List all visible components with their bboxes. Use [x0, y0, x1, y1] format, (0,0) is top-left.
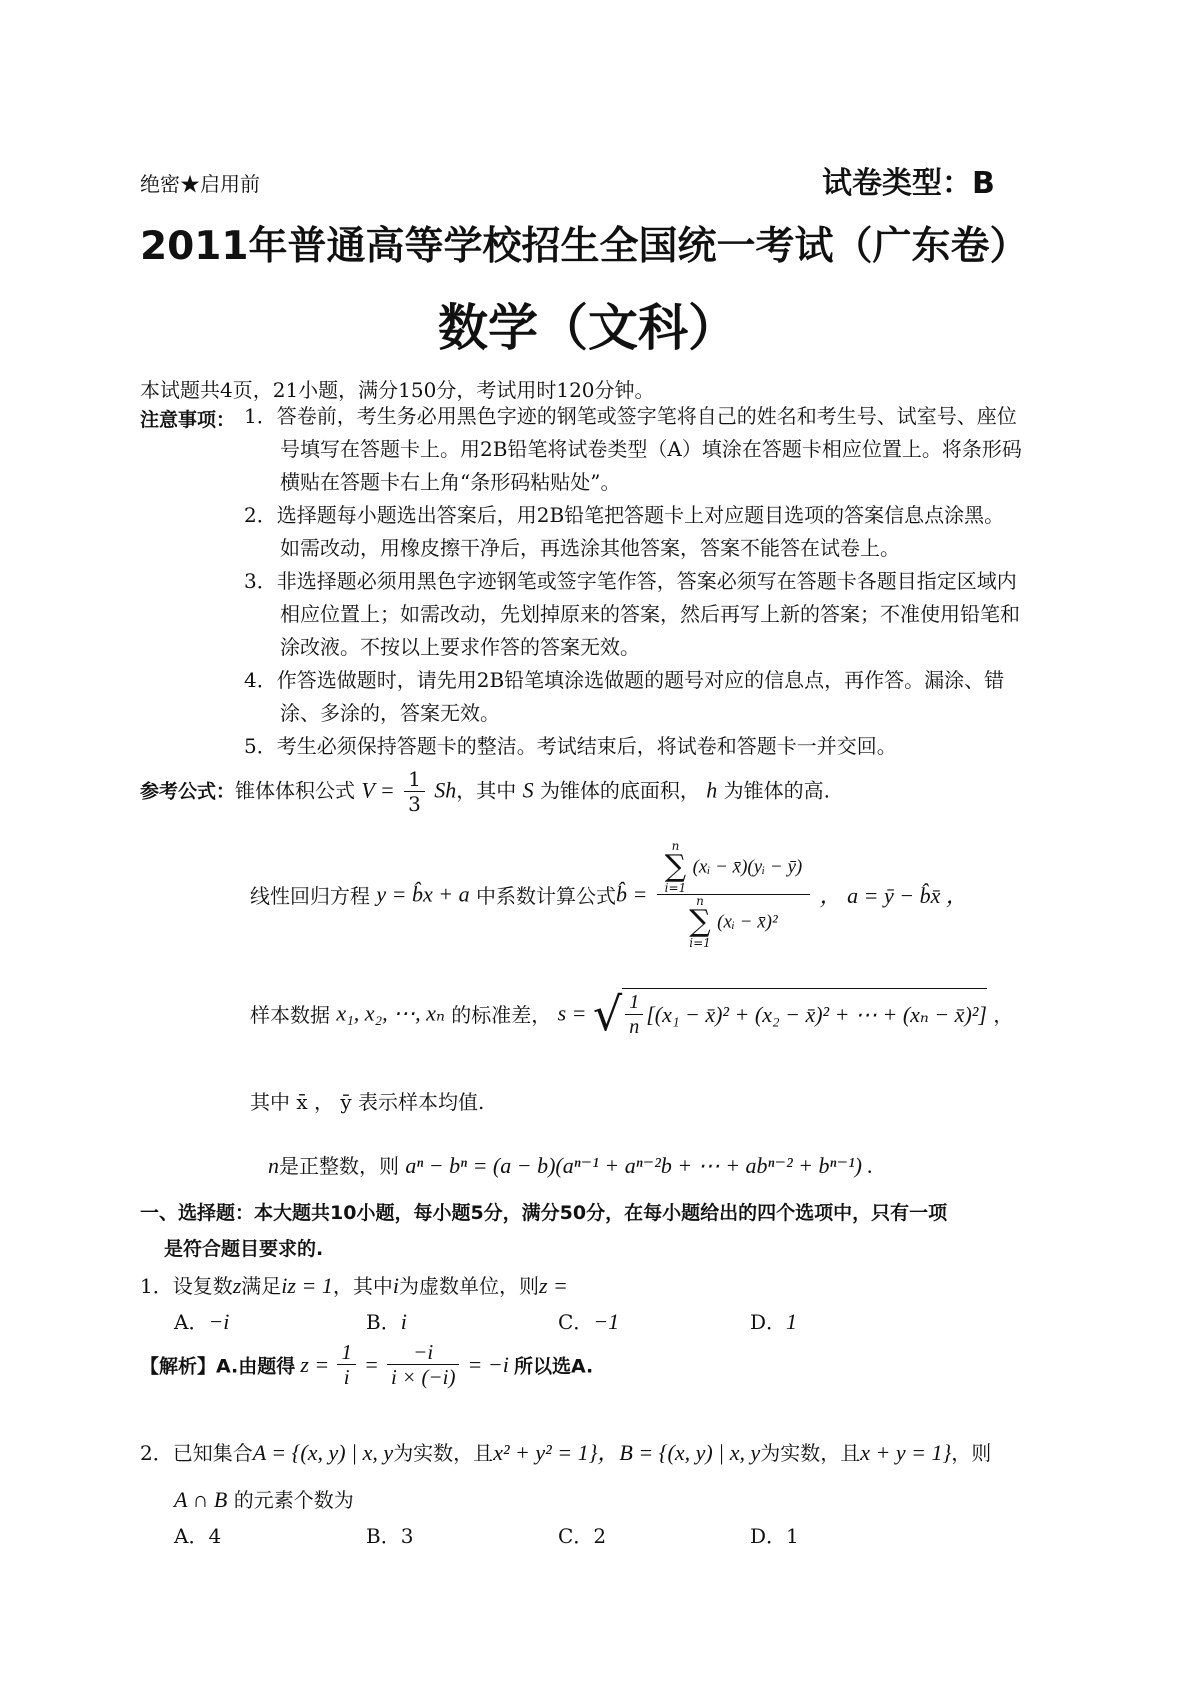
regression-mid: 中系数计算公式 — [475, 884, 616, 908]
secret-label: 绝密★启用前 — [140, 172, 260, 196]
question-1-stem — [140, 1270, 568, 1299]
q1-ask: z = — [538, 1273, 568, 1298]
power-text: 是正整数，则 — [279, 1154, 399, 1178]
solution-fraction-2 — [387, 1340, 460, 1390]
cone-den: 3 — [408, 792, 421, 816]
mean-text: 其中 x̄ ， ȳ 表示样本均值. — [250, 1090, 485, 1114]
cone-S: S — [522, 777, 534, 803]
q2-stem-2: 为实数，且 — [393, 1441, 494, 1465]
regression-num: (xᵢ − x̄)(yᵢ − ȳ) — [692, 856, 803, 878]
option-value: −i — [208, 1309, 230, 1334]
regression-eq: y = b̂x + a — [376, 881, 470, 907]
notice-line: 相应位置上；如需改动，先划掉原来的答案，然后再写上新的答案；不准使用铅笔和 — [280, 602, 1020, 626]
std-lhs: s = — [557, 1000, 587, 1026]
solution-rhs: = −i — [467, 1352, 509, 1378]
sum-bottom: i=1 — [689, 936, 711, 950]
formula-std — [250, 988, 1013, 1039]
option-value: 3 — [400, 1524, 414, 1548]
formula-regression — [250, 840, 968, 949]
option-label: D． — [750, 1524, 787, 1548]
q1-cond: iz = 1 — [281, 1273, 333, 1298]
sqrt-body — [622, 988, 987, 1039]
std-vars: x₁, x₂, ⋯, xₙ — [336, 1000, 445, 1026]
power-n: n — [268, 1153, 279, 1178]
regression-bhat: b̂ = — [615, 881, 648, 907]
option-value: 4 — [208, 1524, 222, 1548]
notice-item-1 — [244, 400, 1022, 499]
q2-stem-4: ，则 — [951, 1441, 992, 1465]
fraction-den: i × (−i) — [390, 1365, 456, 1390]
q2-setA: A = {(x, y) | x, y — [252, 1440, 394, 1465]
cone-h: h — [706, 777, 718, 803]
notice-item-4 — [244, 664, 1004, 730]
regression-a: ， a = ȳ − b̂x̄ ， — [819, 883, 968, 908]
notice-line: 号填写在答题卡上。用2B铅笔将试卷类型（A）填涂在答题卡相应位置上。将条形码 — [280, 437, 1022, 461]
q2-line2-text: 的元素个数为 — [233, 1488, 354, 1512]
cone-tail-3: 为锥体的高. — [723, 778, 831, 803]
notice-item-5 — [244, 730, 897, 763]
option-value: 1 — [786, 1309, 798, 1334]
q1-stem-3: ，其中 — [332, 1274, 393, 1298]
notice-line: 考生必须保持答题卡的整洁。考试结束后，将试卷和答题卡一并交回。 — [276, 734, 897, 758]
formula-power — [268, 1150, 873, 1179]
q1-stem-1: 1．设复数 — [140, 1274, 233, 1298]
question-2-stem — [140, 1436, 991, 1467]
option-value: 2 — [593, 1524, 607, 1548]
notice-num: 4． — [244, 668, 277, 692]
q1-option-b — [366, 1306, 407, 1335]
notice-line: 非选择题必须用黑色字迹钢笔或签字笔作答，答案必须写在答题卡各题目指定区域内 — [276, 569, 1017, 593]
sum-symbol: n ∑ i=1 — [664, 839, 687, 895]
option-label: A． — [174, 1524, 209, 1548]
cone-rhs: Sh — [434, 777, 457, 803]
solution-fraction-1 — [337, 1340, 356, 1390]
regression-fraction — [657, 840, 811, 949]
cone-num: 1 — [404, 768, 425, 792]
notice-line: 涂、多涂的，答案无效。 — [280, 701, 500, 725]
notice-num: 1． — [244, 404, 277, 428]
q2-option-b — [366, 1520, 413, 1549]
intro-text: 本试题共4页，21小题，满分150分，考试用时120分钟。 — [140, 378, 655, 402]
option-value: i — [400, 1309, 407, 1334]
section1-heading-line1: 一、选择题：本大题共10小题，每小题5分，满分50分，在每小题给出的四个选项中，只有一项 — [140, 1202, 948, 1224]
q2-condB: x + y = 1} — [860, 1440, 952, 1465]
option-label: C． — [558, 1310, 594, 1334]
q2-stem-1: 2．已知集合 — [140, 1441, 253, 1465]
notice-item-2 — [244, 499, 1004, 565]
std-fraction — [625, 991, 643, 1039]
cone-fraction — [404, 768, 425, 816]
fraction-den: i — [343, 1365, 350, 1390]
q2-stem-3: 为实数，且 — [760, 1441, 861, 1465]
sum-top: n — [696, 894, 704, 908]
regression-text: 线性回归方程 — [250, 884, 370, 908]
std-body: [(x₁ − x̄)² + (x₂ − x̄)² + ⋯ + (xₙ − x̄)²] — [646, 1002, 987, 1027]
sum-bottom: i=1 — [664, 881, 687, 895]
q1-option-d — [750, 1306, 797, 1335]
fraction-num: 1 — [337, 1340, 356, 1365]
q2-option-a — [174, 1520, 221, 1549]
notice-line: 答卷前，考生务必用黑色字迹的钢笔或签字笔将自己的姓名和考生号、试室号、座位 — [276, 404, 1017, 428]
option-label: B． — [366, 1310, 401, 1334]
paper-type: 试卷类型：B — [822, 166, 995, 201]
notice-num: 3． — [244, 569, 277, 593]
cone-lhs: V = — [361, 777, 395, 803]
option-value: −1 — [593, 1309, 620, 1334]
cone-tail-1: ，其中 — [456, 778, 517, 803]
option-value: 1 — [786, 1524, 799, 1548]
sum-symbol: n ∑ i=1 — [689, 894, 711, 950]
std-text-1: 样本数据 — [250, 1003, 330, 1027]
q1-z: z — [232, 1273, 242, 1298]
power-eq: aⁿ − bⁿ = (a − b)(aⁿ⁻¹ + aⁿ⁻²b + ⋯ + abⁿ⁻² + bⁿ⁻¹) . — [405, 1153, 873, 1178]
formulas-label: 参考公式： — [140, 780, 236, 803]
solution-label: 【解析】A.由题得 — [140, 1355, 296, 1378]
option-label: A． — [174, 1310, 209, 1334]
notice-num: 5． — [244, 734, 277, 758]
q2-option-c — [558, 1520, 606, 1549]
std-text-2: 的标准差， — [451, 1003, 552, 1027]
q1-stem-2: 满足 — [241, 1274, 282, 1298]
notice-num: 2． — [244, 503, 277, 527]
solution-1: 【解析】A.由题得 z = $\frac{1}{i}$ = $\frac{-i}{i \times (-i)}$ = −i 所以选A. — [140, 1340, 594, 1390]
notice-line: 如需改动，用橡皮擦干净后，再选涂其他答案，答案不能答在试卷上。 — [280, 536, 900, 560]
notice-line: 涂改液。不按以上要求作答的答案无效。 — [280, 635, 640, 659]
q2-option-d — [750, 1520, 799, 1549]
notice-item-3 — [244, 565, 1020, 664]
fraction-num: −i — [387, 1340, 460, 1365]
cone-text: 锥体体积公式 — [235, 778, 356, 803]
q2-condA: x² + y² = 1} — [493, 1440, 598, 1465]
q1-option-a — [174, 1306, 229, 1335]
option-label: D． — [750, 1310, 787, 1334]
question-2-line2 — [174, 1484, 354, 1513]
q1-option-c — [558, 1306, 619, 1335]
solution-tail: 所以选A. — [513, 1355, 594, 1378]
std-den: n — [629, 1016, 640, 1038]
notice-label: 注意事项： — [140, 409, 236, 431]
subject-title: 数学（文科） — [438, 299, 738, 357]
option-label: B． — [366, 1524, 401, 1548]
solution-lhs: z = — [300, 1352, 330, 1378]
cone-tail-2: 为锥体的底面积， — [539, 778, 700, 803]
q1-i: i — [392, 1273, 399, 1298]
std-tail: ， — [993, 1003, 1014, 1027]
exam-title: 2011年普通高等学校招生全国统一考试（广东卷） — [140, 224, 1029, 269]
regression-den: (xᵢ − x̄)² — [717, 911, 778, 933]
notice-line: 选择题每小题选出答案后，用2B铅笔把答题卡上对应题目选项的答案信息点涂黑。 — [276, 503, 1005, 527]
formula-cone — [140, 768, 830, 816]
sqrt-symbol: √ — [592, 986, 623, 1041]
q1-stem-4: 为虚数单位，则 — [398, 1274, 539, 1298]
sum-top: n — [671, 839, 680, 853]
std-num: 1 — [625, 991, 643, 1015]
notice-line: 横贴在答题卡右上角“条形码粘贴处”。 — [280, 470, 621, 494]
section1-heading-line2: 是符合题目要求的. — [164, 1238, 324, 1260]
q2-setB: ，B = {(x, y) | x, y — [597, 1440, 761, 1465]
notice-line: 作答选做题时，请先用2B铅笔填涂选做题的题号对应的信息点，再作答。漏涂、错 — [276, 668, 1005, 692]
q2-expr: A ∩ B — [174, 1487, 228, 1512]
option-label: C． — [558, 1524, 594, 1548]
